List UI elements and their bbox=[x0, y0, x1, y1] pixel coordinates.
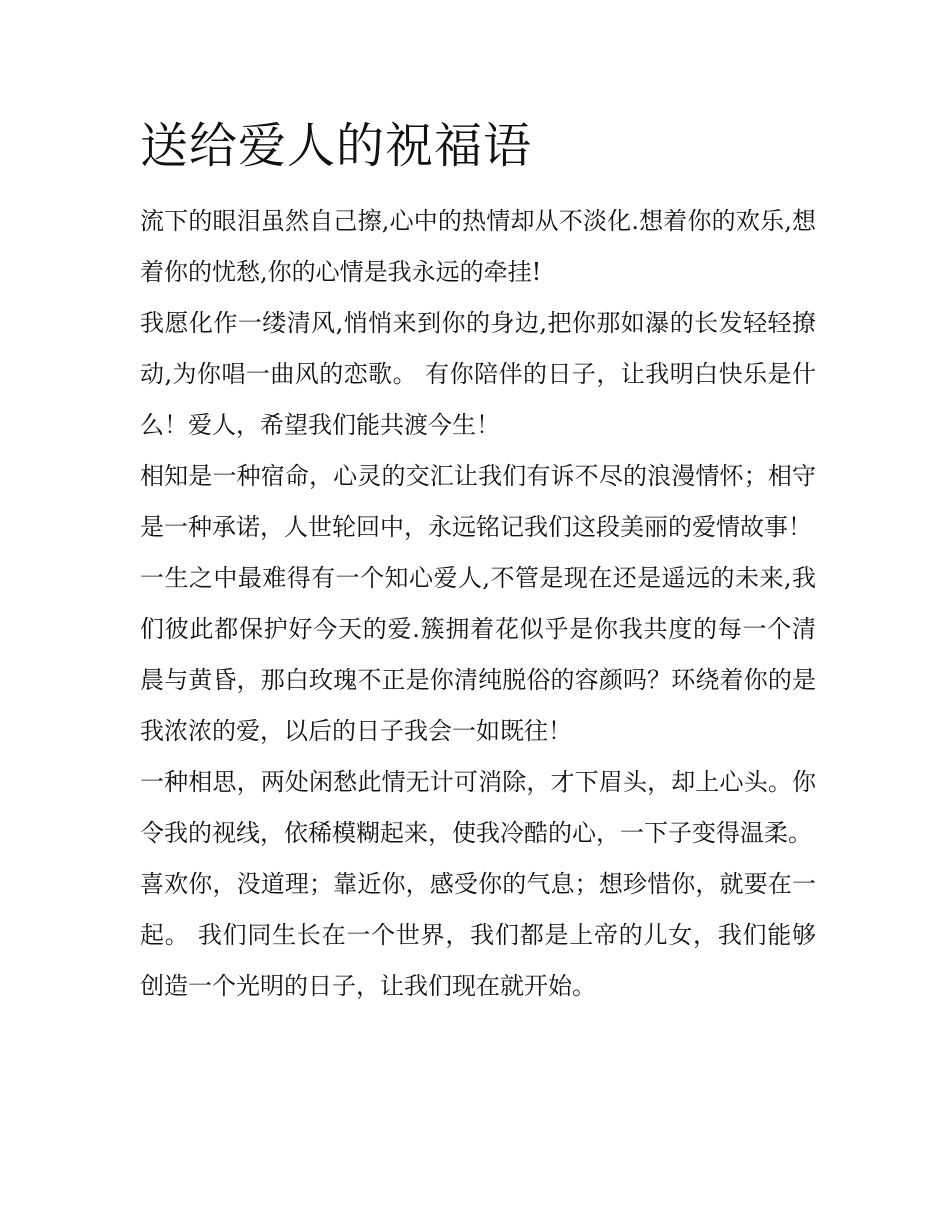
paragraph-4: 一生之中最难得有一个知心爱人,不管是现在还是遥远的未来,我们彼此都保护好今天的爱.簇拥着花似乎是你我共度的每一个清晨与黄昏，那白玫瑰不正是你清纯脱俗的容颜吗？环绕着你的是我浓浓的爱，以后的日子我会一如既往！ bbox=[140, 564, 816, 745]
paragraph-5: 一种相思，两处闲愁此情无计可消除，才下眉头，却上心头。你令我的视线，依稀模糊起来，使我冷酷的心，一下子变得温柔。 bbox=[140, 768, 816, 847]
paragraph-2: 我愿化作一缕清风,悄悄来到你的身边,把你那如瀑的长发轻轻撩动,为你唱一曲风的恋歌。 有你陪伴的日子，让我明白快乐是什么！爱人，希望我们能共渡今生！ bbox=[140, 309, 816, 439]
paragraph-6: 喜欢你，没道理；靠近你，感受你的气息；想珍惜你，就要在一起。 我们同生长在一个世界，我们都是上帝的儿女，我们能够创造一个光明的日子，让我们现在就开始。 bbox=[140, 870, 816, 1000]
paragraph-1: 流下的眼泪虽然自己擦,心中的热情却从不淡化.想着你的欢乐,想着你的忧愁,你的心情是我永远的牵挂! bbox=[140, 207, 816, 286]
document-body bbox=[140, 196, 816, 1012]
paragraph-3: 相知是一种宿命，心灵的交汇让我们有诉不尽的浪漫情怀；相守是一种承诺，人世轮回中，永远铭记我们这段美丽的爱情故事！ bbox=[140, 462, 816, 541]
page-title: 送给爱人的祝福语 bbox=[140, 118, 533, 174]
